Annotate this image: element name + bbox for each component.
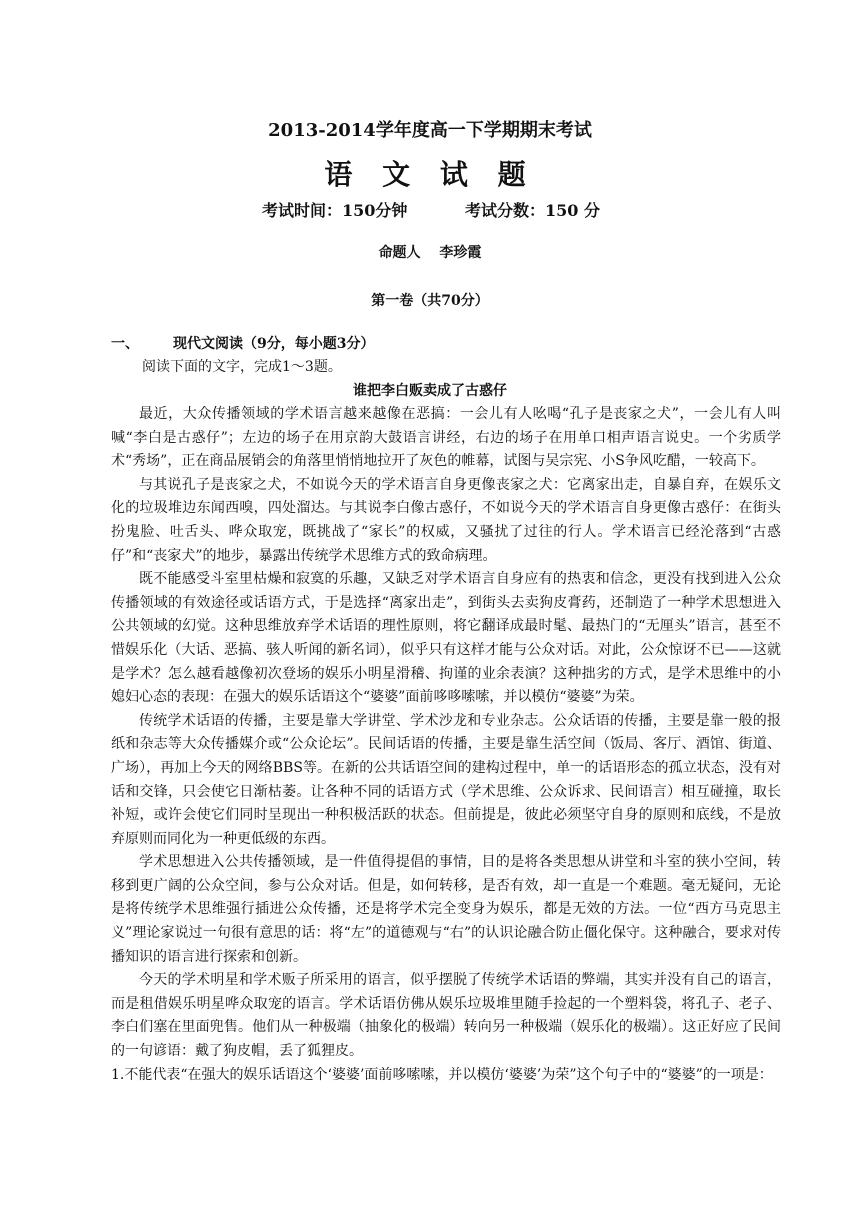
article-paragraph: 传统学术话语的传播，主要是靠大学讲堂、学术沙龙和专业杂志。公众话语的传播，主要是靠一般的报纸和杂志等大众传播媒介或“公众论坛”。民间话语的传播，主要是靠生活空间（饭局、客厅、酒馆、街道、广场），再加上今天的网络BBS等。在新的公共话语空间的建构过程中，单一的话语形态的孤立状态，没有对话和交锋，只会使它日渐枯萎。让各种不同的话语方式（学术思维、公众诉求、民间语言）相互碰撞，取长补短，或许会使它们同时呈现出一种积极活跃的状态。但前提是，彼此必须坚守自身的原则和底线，不是放弃原则而同化为一种更低级的东西。 [111,712,781,847]
article-body [111,403,781,1087]
article-paragraph: 既不能感受斗室里枯燥和寂寞的乐趣，又缺乏对学术语言自身应有的热衷和信念，更没有找到进入公众传播领域的有效途径或话语方式，于是选择“离家出走”，到街头去卖狗皮膏药，还制造了一种学术思想进入公共领域的幻觉。这种思维放弃学术话语的理性原则，将它翻译成最时髦、最热门的“无厘头”语言，甚至不惜娱乐化（大话、恶搞、骇人听闻的新名词），似乎只有这样才能与公众对话。对此，公众惊讶不已——这就是学术？怎么越看越像初次登场的娱乐小明星滑稽、拘谨的业余表演？这种拙劣的方式，是学术思维中的小媳妇心态的表现：在强大的娱乐话语这个“婆婆”面前哆哆嗦嗦，并以模仿“婆婆”为荣。 [111,571,781,706]
article-paragraph: 最近，大众传播领域的学术语言越来越像在恶搞：一会儿有人吆喝“孔子是丧家之犬”，一会儿有人叫喊“李白是古惑仔”；左边的场子在用京韵大鼓语言讲经，右边的场子在用单口相声语言说史。一个劣质学术“秀场”，正在商品展销会的角落里悄悄地拉开了灰色的帷幕，试图与吴宗宪、小S争风吃醋，一较高下。 [111,406,781,470]
exam-title: 2013-2014学年度高一下学期期末考试 [268,120,592,141]
article-paragraph: 今天的学术明星和学术贩子所采用的语言，似乎摆脱了传统学术话语的弊端，其实并没有自己的语言，而是租借娱乐明星哗众取宠的语言。学术话语仿佛从娱乐垃圾堆里随手捡起的一个塑料袋，将孔子、老子、李白们塞在里面兜售。他们从一种极端（抽象化的极端）转向另一种极端（娱乐化的极端）。这正好应了民间的一句谚语：戴了狗皮帽，丢了狐狸皮。 [111,972,781,1060]
section-instruction: 阅读下面的文字，完成1～3题。 [142,359,342,375]
section-number: 一、 [111,336,139,352]
section-title: 现代文阅读（9分，每小题3分） [173,336,375,352]
exam-author: 命题人 李珍霞 [378,245,482,261]
exam-time: 考试时间：150分钟 [262,201,408,220]
question-1: 1.不能代表“在强大的娱乐话语这个‘婆婆’面前哆嗦嗦，并以模仿‘婆婆’为荣”这个句子中的“婆婆”的一项是： [111,1066,773,1083]
subject-title: 语 文 试 题 [324,158,536,191]
section-heading [111,333,374,353]
article-title: 谁把李白贩卖成了古惑仔 [353,383,507,399]
volume-heading: 第一卷（共70分） [371,293,489,309]
article-paragraph: 与其说孔子是丧家之犬，不如说今天的学术语言自身更像丧家之犬：它离家出走，自暴自弃，在娱乐文化的垃圾堆边东闻西嗅，四处溜达。与其说李白像古惑仔，不如说今天的学术语言自身更像古惑仔：在街头扮鬼脸、吐舌头、哗众取宠，既挑战了“家长”的权威，又骚扰了过往的行人。学术语言已经沦落到“古惑仔”和“丧家犬”的地步，暴露出传统学术思维方式的致命病理。 [111,476,781,564]
article-paragraph: 学术思想进入公共传播领域，是一件值得提倡的事情，目的是将各类思想从讲堂和斗室的狭小空间，转移到更广阔的公众空间，参与公众对话。但是，如何转移，是否有效，却一直是一个难题。毫无疑问，无论是将传统学术思维强行插进公众传播，还是将学术完全变身为娱乐，都是无效的方法。一位“西方马克思主义”理论家说过一句很有意思的话：将“左”的道德观与“右”的认识论融合防止僵化保守。这种融合，要求对传播知识的语言进行探索和创新。 [111,854,781,965]
exam-score: 考试分数：150 分 [465,201,600,220]
